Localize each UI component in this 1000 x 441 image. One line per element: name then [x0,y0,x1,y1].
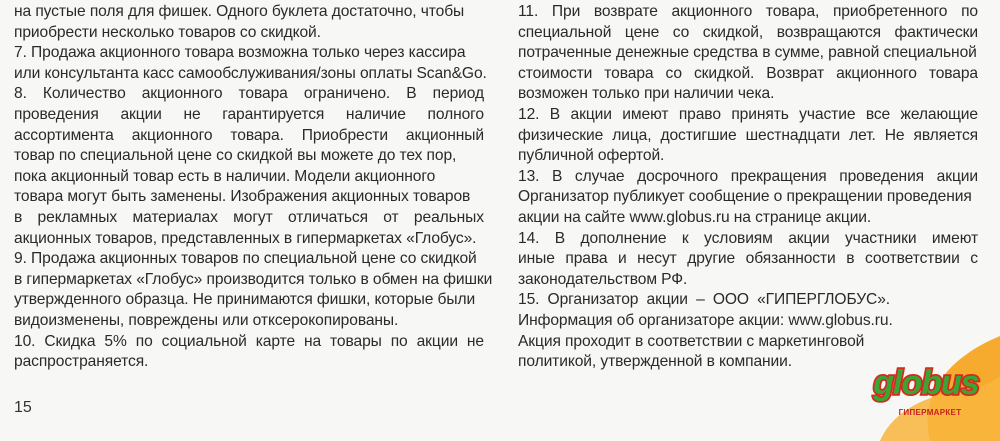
right-line-1: 11. При возврате акционного товара, приобретенного по [518,3,978,20]
right-line-5: возможен только при наличии чека. [518,85,775,103]
globus-logo-wordmark: globus [873,364,979,402]
page-number: 15 [14,399,32,416]
right-line-6: 12. В акции имеют право принять участие все желающие [518,105,978,123]
right-text-column [518,2,978,373]
left-line-16: видоизменены, повреждены или отксерокопированы. [14,311,399,329]
left-line-18: распространяется. [14,353,149,371]
left-line-9: пока акционный товар есть в наличии. Модели акционного [14,167,436,185]
globus-logo-mark [870,354,982,410]
left-line-2: приобрести несколько товаров со скидкой. [14,23,321,41]
left-line-8: товар по специальной цене со скидкой вы можете до тех пор, [14,147,457,165]
left-line-7: ассортимента акционного товара. Приобрести акционный [14,126,484,144]
right-line-17: Акция проходит в соответствии с маркетинговой [518,332,865,350]
right-line-14: законодательством РФ. [518,270,688,288]
left-line-3: 7. Продажа акционного товара возможна только через кассира [14,44,466,62]
right-line-16: Информация об организаторе акции: www.globus.ru. [518,311,893,329]
left-line-13: 9. Продажа акционных товаров по специальной цене со скидкой [14,250,477,268]
left-line-4: или консультанта касс самообслуживания/зоны оплаты Scan&Go. [14,64,487,82]
left-line-14: в гипермаркетах «Глобус» производится только в обмен на фишки [14,270,493,288]
left-text-column [14,2,493,373]
right-line-3: потраченные денежные средства в сумме, равной специальной [518,44,977,62]
right-line-9: 13. В случае досрочного прекращения проведения акции [518,167,978,185]
left-line-1: на пустые поля для фишек. Одного буклета достаточно, чтобы [14,3,465,20]
right-line-7: физические лица, достигшие шестнадцати лет. Не является [518,126,978,144]
left-line-15: утвержденного образца. Не принимаются фишки, которые были [14,291,476,309]
right-line-13: иные права и несут другие обязанности в соответствии с [518,250,978,268]
right-line-12: 14. В дополнение к условиям акции участники имеют [518,229,978,247]
right-line-15: 15. Организатор акции – ООО «ГИПЕРГЛОБУС». [518,291,890,309]
left-line-6: проведения акции не гарантируется наличие полного [14,105,484,123]
left-line-5: 8. Количество акционного товара ограничено. В период [14,85,484,103]
right-line-18: политикой, утвержденной в компании. [518,353,793,371]
logo-subtitle: ГИПЕРМАРКЕТ [898,408,962,417]
left-line-11: в рекламных материалах могут отличаться от реальных [14,208,484,226]
left-line-17: 10. Скидка 5% по социальной карте на товары по акции не [14,332,484,350]
right-line-4: стоимости товара со скидкой. Возврат акционного товара [518,64,978,82]
right-line-8: публичной офертой. [518,147,665,165]
left-line-12: акционных товаров, представленных в гипермаркетах «Глобус». [14,229,477,247]
left-line-10: товара могут быть заменены. Изображения акционных товаров [14,188,471,206]
right-line-10: Организатор публикует сообщение о прекращении проведения [518,188,972,206]
right-line-2: специальной цене со скидкой, возвращаются фактически [518,23,978,41]
right-line-11: акции на сайте www.globus.ru на странице акции. [518,208,872,226]
